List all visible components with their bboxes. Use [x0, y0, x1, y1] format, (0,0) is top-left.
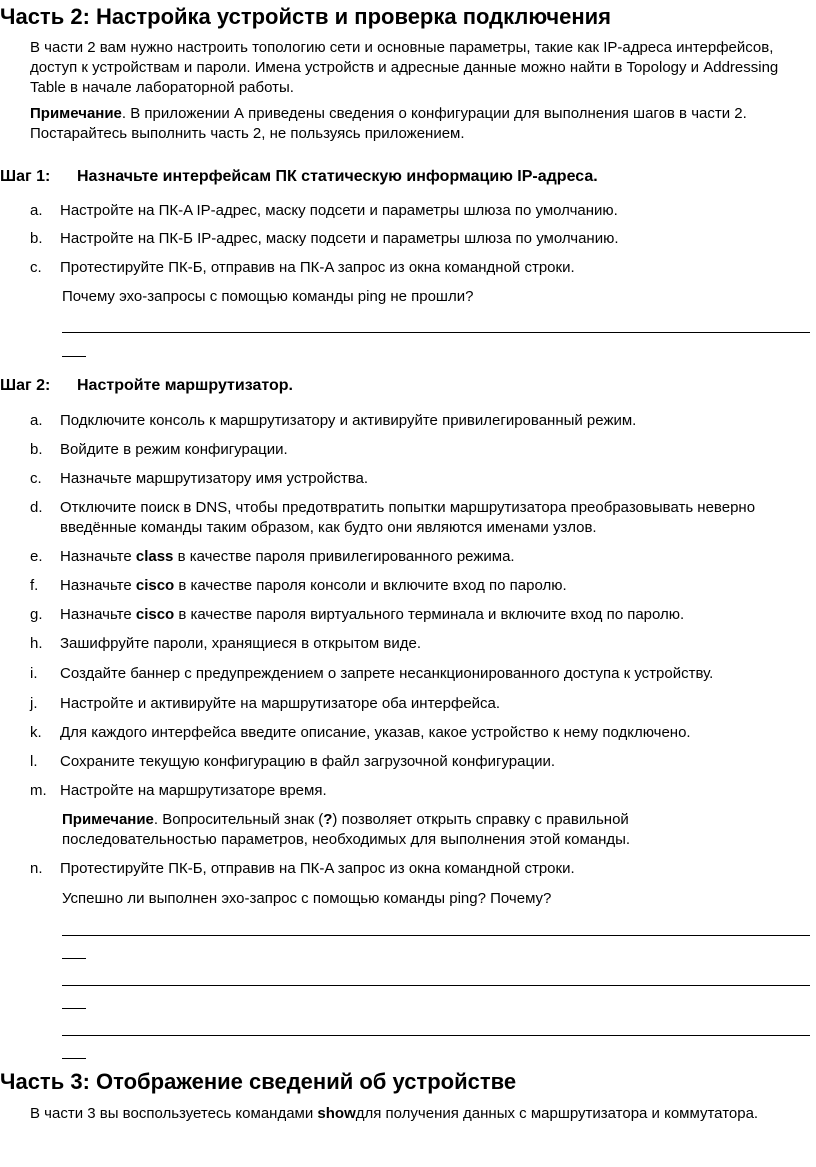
part3-title: Часть 3: Отображение сведений об устройстве — [0, 1069, 517, 1094]
list-item — [30, 411, 790, 431]
list-item — [30, 634, 790, 654]
item-letter: c. — [30, 470, 42, 487]
list-item — [30, 498, 790, 538]
list-item — [30, 859, 790, 879]
item-text: Создайте баннер с предупреждением о запрете несанкционированного доступа к устройству. — [60, 665, 714, 682]
answer-line[interactable] — [62, 1035, 810, 1036]
list-item — [30, 258, 790, 278]
item-letter: d. — [30, 499, 43, 516]
answer-line-end — [62, 1058, 86, 1059]
command-name: show — [317, 1105, 356, 1122]
item-text: Настройте на маршрутизаторе время. — [60, 782, 327, 799]
list-item — [30, 201, 790, 221]
step2-question: Успешно ли выполнен эхо-запрос с помощью команды ping? Почему? — [62, 890, 552, 907]
item-letter: h. — [30, 635, 43, 652]
item-text: Назначьте — [60, 548, 136, 565]
item-text: в качестве пароля консоли и включите вход по паролю. — [174, 577, 567, 594]
list-item — [30, 576, 790, 596]
note-label: Примечание — [30, 105, 122, 122]
list-item — [30, 781, 790, 801]
step2-note — [62, 810, 782, 850]
item-letter: m. — [30, 782, 47, 799]
item-letter: g. — [30, 606, 43, 623]
item-letter: b. — [30, 230, 43, 247]
item-letter: i. — [30, 665, 38, 682]
part2-title: Часть 2: Настройка устройств и проверка подключения — [0, 4, 611, 29]
note-text: ) позволяет открыть справку с правильной последовательностью параметров, необходимых для выполнения этой команды. — [62, 811, 631, 848]
item-text: в качестве пароля привилегированного режима. — [173, 548, 515, 565]
list-item — [30, 469, 790, 489]
item-text: Подключите консоль к маршрутизатору и активируйте привилегированный режим. — [60, 412, 637, 429]
password-value: class — [135, 548, 174, 565]
item-letter: j. — [30, 695, 38, 712]
note-label: Примечание — [62, 811, 154, 828]
list-item — [30, 723, 790, 743]
item-text: Зашифруйте пароли, хранящиеся в открытом виде. — [60, 635, 421, 652]
list-item — [30, 229, 790, 249]
step1-number: Шаг 1: — [0, 168, 51, 185]
answer-line[interactable] — [62, 935, 810, 936]
step1-heading — [0, 168, 598, 186]
item-text: Для каждого интерфейса введите описание, указав, какое устройство к нему подключено. — [60, 724, 691, 741]
question-mark: ? — [323, 811, 333, 828]
answer-line[interactable] — [62, 985, 810, 986]
part2-note — [30, 104, 790, 144]
step2-title: Настройте маршрутизатор. — [77, 377, 293, 394]
item-text: Назначьте — [60, 577, 136, 594]
item-letter: k. — [30, 724, 42, 741]
intro-text: для получения данных с маршрутизатора и коммутатора. — [355, 1105, 759, 1122]
note-text: . Вопросительный знак ( — [153, 811, 324, 828]
item-letter: l. — [30, 753, 38, 770]
step2-heading — [0, 377, 293, 395]
answer-line-end — [62, 958, 86, 959]
item-text: Настройте и активируйте на маршрутизаторе оба интерфейса. — [60, 695, 501, 712]
list-item — [30, 547, 790, 567]
item-letter: a. — [30, 412, 43, 429]
list-item — [30, 440, 790, 460]
item-text: Войдите в режим конфигурации. — [60, 441, 288, 458]
password-value: cisco — [135, 606, 175, 623]
list-item — [30, 605, 790, 625]
answer-line-end — [62, 356, 86, 357]
item-letter: n. — [30, 860, 43, 877]
item-text: Протестируйте ПК-Б, отправив на ПК-A запрос из окна командной строки. — [60, 259, 575, 276]
item-text: Назначьте маршрутизатору имя устройства. — [60, 470, 369, 487]
step1-title: Назначьте интерфейсам ПК статическую информацию IP-адреса. — [77, 168, 598, 185]
list-item — [30, 694, 790, 714]
item-text: Настройте на ПК-Б IP-адрес, маску подсети и параметры шлюза по умолчанию. — [60, 230, 619, 247]
answer-line-end — [62, 1008, 86, 1009]
item-letter: f. — [30, 577, 39, 594]
intro-text: В части 3 вы воспользуетесь командами — [30, 1105, 318, 1122]
item-text: Протестируйте ПК-Б, отправив на ПК-A запрос из окна командной строки. — [60, 860, 575, 877]
password-value: cisco — [135, 577, 175, 594]
part3-intro — [30, 1104, 790, 1124]
item-text: Отключите поиск в DNS, чтобы предотвратить попытки маршрутизатора преобразовывать неверно введённые команды таким образом, как будто они являются именами узлов. — [60, 499, 756, 536]
item-letter: a. — [30, 202, 43, 219]
step2-number: Шаг 2: — [0, 377, 51, 394]
item-letter: c. — [30, 259, 42, 276]
item-text: Настройте на ПК-A IP-адрес, маску подсети и параметры шлюза по умолчанию. — [60, 202, 618, 219]
step1-question: Почему эхо-запросы с помощью команды ping не прошли? — [62, 288, 474, 305]
note-text: . В приложении А приведены сведения о конфигурации для выполнения шагов в части 2. Постарайтесь выполнить часть 2, не пользуясь приложением. — [30, 105, 747, 142]
list-item — [30, 664, 790, 684]
item-letter: e. — [30, 548, 43, 565]
item-text: Сохраните текущую конфигурацию в файл загрузочной конфигурации. — [60, 753, 555, 770]
answer-line[interactable] — [62, 332, 810, 333]
item-text: в качестве пароля виртуального терминала и включите вход по паролю. — [174, 606, 685, 623]
list-item — [30, 752, 790, 772]
item-letter: b. — [30, 441, 43, 458]
item-text: Назначьте — [60, 606, 136, 623]
part2-intro: В части 2 вам нужно настроить топологию сети и основные параметры, такие как IP-адреса интерфейсов, доступ к устройствам и пароли. Имена устройств и адресные данные можно найти в Topology и Addressing Table в начале лабораторной работы. — [30, 39, 779, 96]
